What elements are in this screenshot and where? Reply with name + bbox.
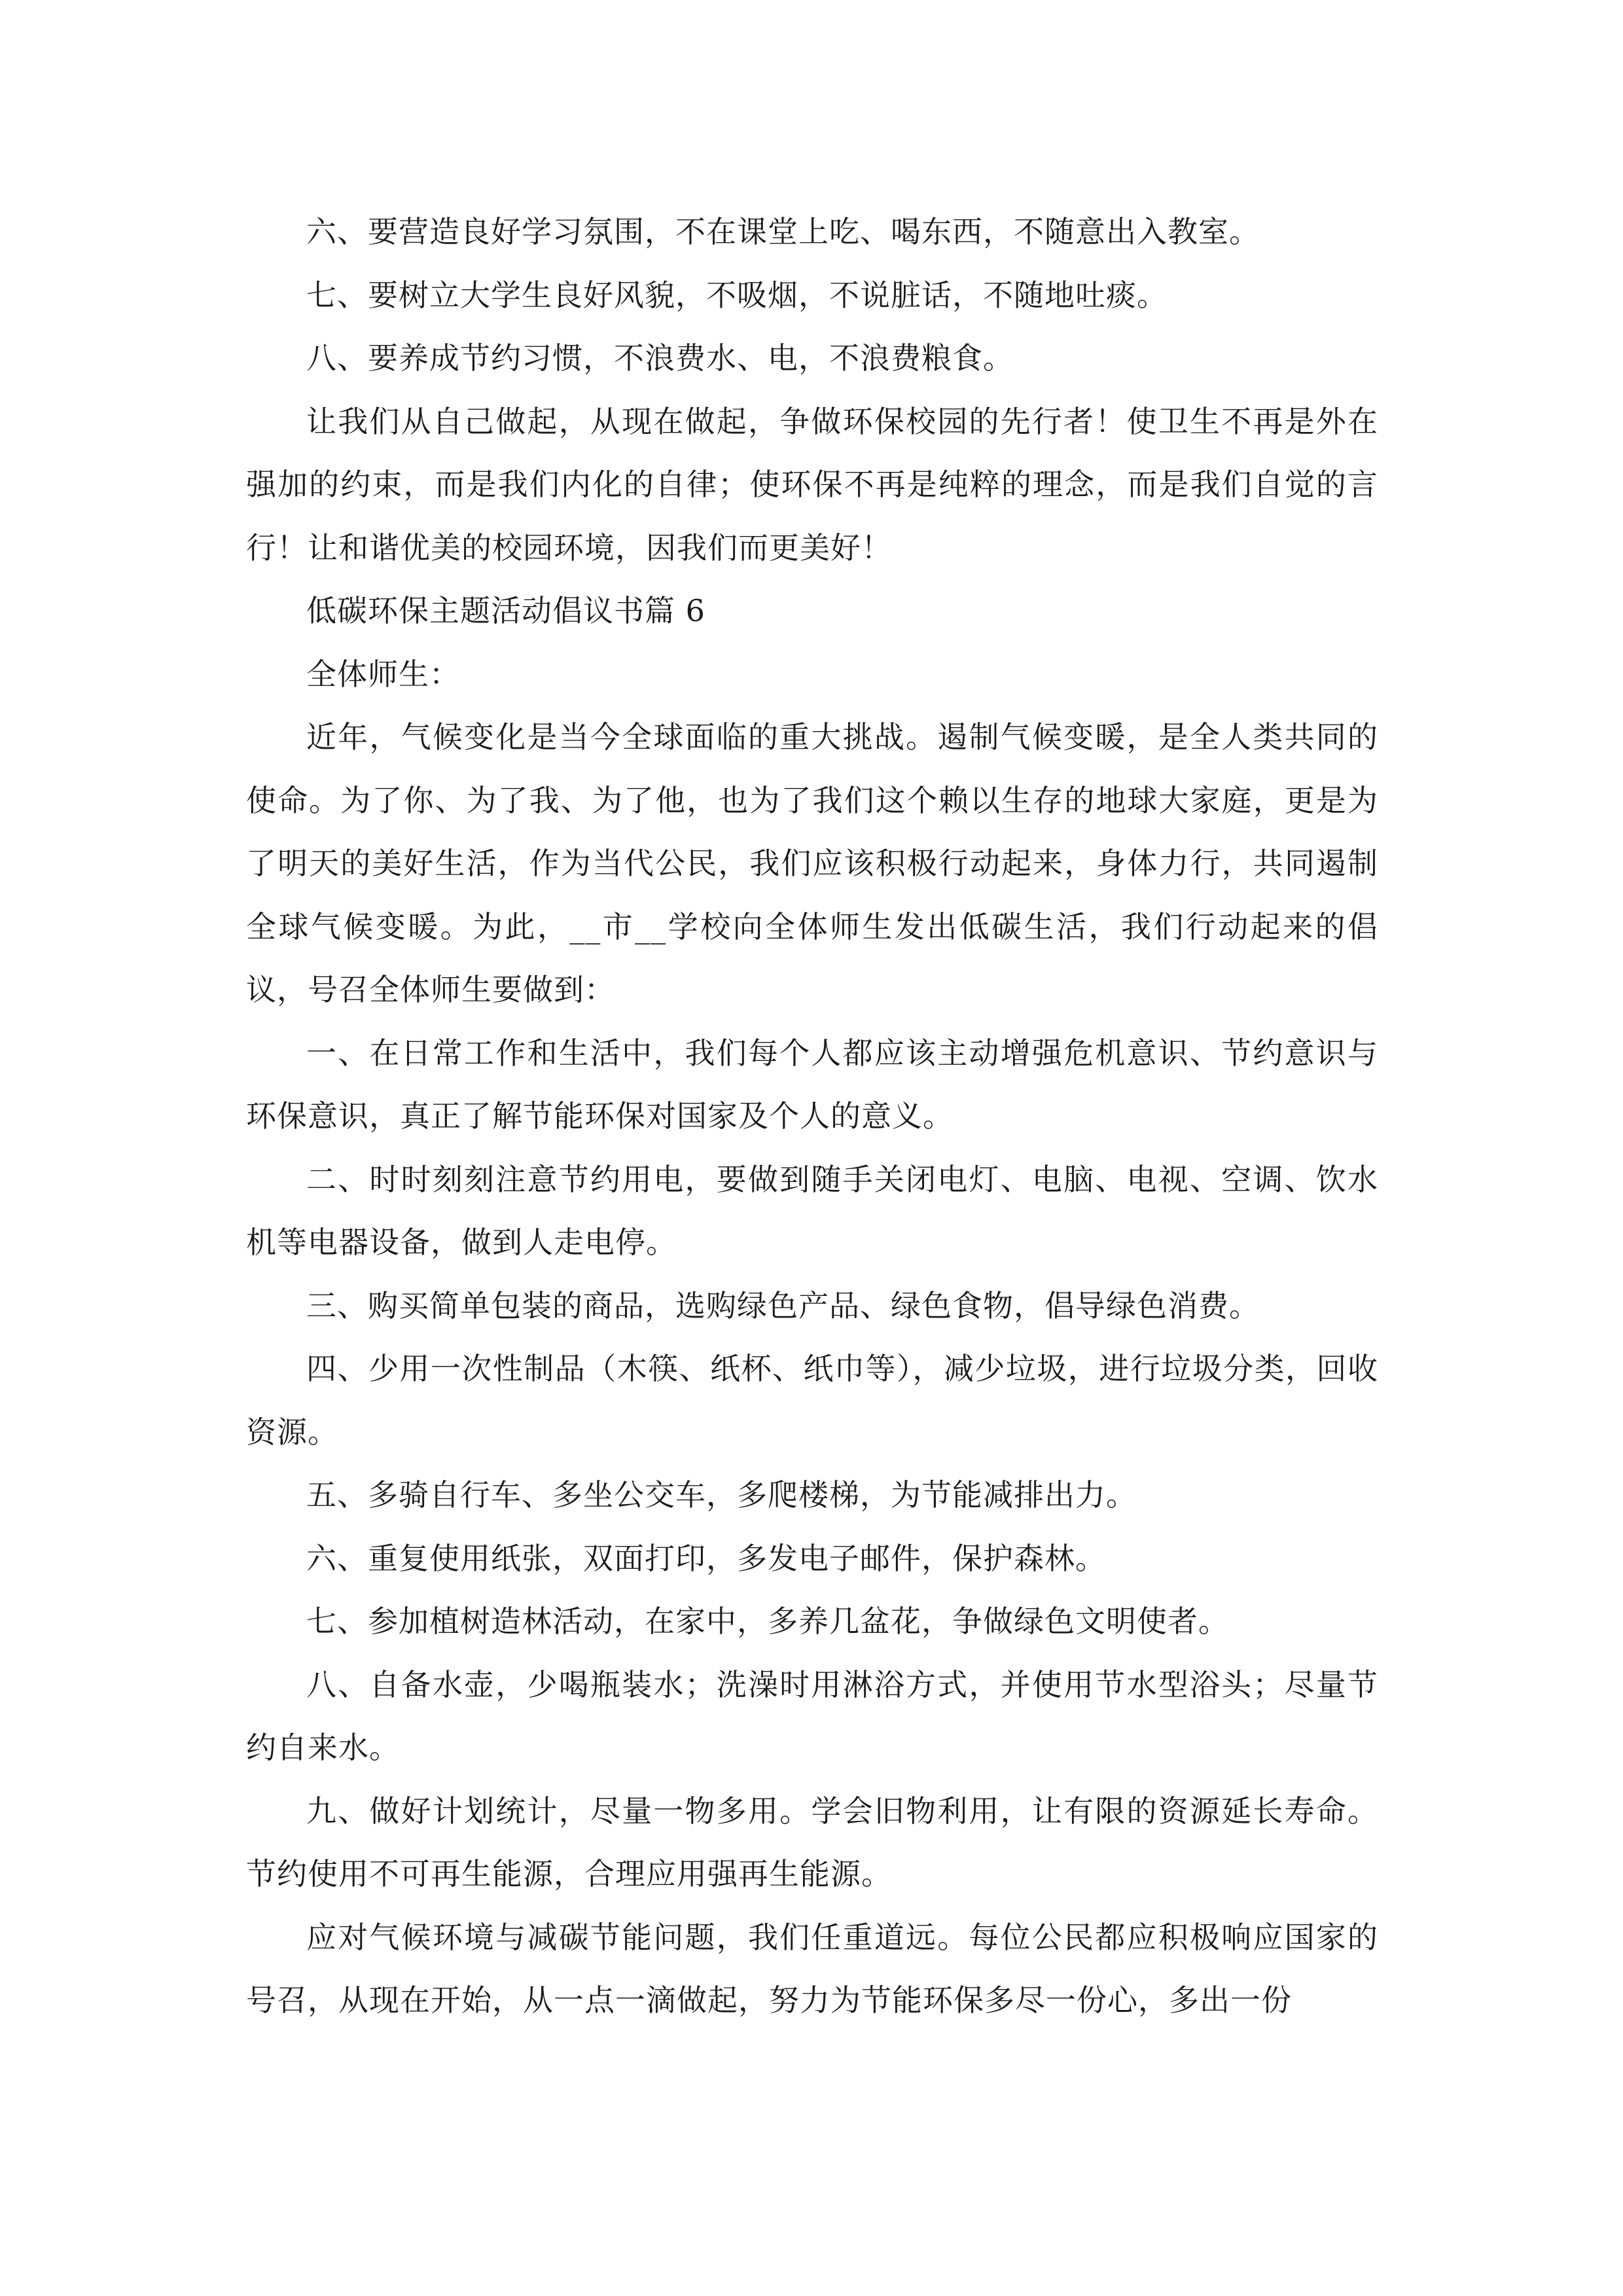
paragraph-closing-appeal: 让我们从自己做起，从现在做起，争做环保校园的先行者！使卫生不再是外在强加的约束，而是我们内化的自律；使环保不再是纯粹的理念，而是我们自觉的言行！让和谐优美的校园环境，因我们而更美好！ <box>246 403 1378 565</box>
paragraph-item-9: 九、做好计划统计，尽量一物多用。学会旧物利用，让有限的资源延长寿命。节约使用不可再生能源，合理应用强再生能源。 <box>246 1793 1378 1892</box>
paragraph-item-2: 二、时时刻刻注意节约用电，要做到随手关闭电灯、电脑、电视、空调、饮水机等电器设备，做到人走电停。 <box>246 1161 1378 1260</box>
salutation: 全体师生： <box>306 656 460 692</box>
paragraph-intro: 近年，气候变化是当今全球面临的重大挑战。遏制气候变暖，是全人类共同的使命。为了你、为了我、为了他，也为了我们这个赖以生存的地球大家庭，更是为了明天的美好生活，作为当代公民，我们应该积极行动起来，身体力行，共同遏制全球气候变暖。为此，__市__学校向全体师生发出低碳生活，我们行动起来的倡议，号召全体师生要做到： <box>246 719 1378 1007</box>
paragraph-item-3: 三、购买简单包装的商品，选购绿色产品、绿色食物，倡导绿色消费。 <box>306 1287 1260 1323</box>
paragraph-rule-6: 六、要营造良好学习氛围，不在课堂上吃、喝东西，不随意出入教室。 <box>306 214 1260 249</box>
paragraph-rule-7: 七、要树立大学生良好风貌，不吸烟，不说脏话，不随地吐痰。 <box>306 277 1168 313</box>
paragraph-conclusion: 应对气候环境与减碳节能问题，我们任重道远。每位公民都应积极响应国家的号召，从现在开始，从一点一滴做起，努力为节能环保多尽一份心，多出一份 <box>246 1919 1378 2018</box>
paragraph-item-1: 一、在日常工作和生活中，我们每个人都应该主动增强危机意识、节约意识与环保意识，真正了解节能环保对国家及个人的意义。 <box>246 1035 1378 1134</box>
paragraph-item-4: 四、少用一次性制品（木筷、纸杯、纸巾等），减少垃圾，进行垃圾分类，回收资源。 <box>246 1351 1378 1450</box>
paragraph-item-5: 五、多骑自行车、多坐公交车，多爬楼梯，为节能减排出力。 <box>306 1477 1137 1513</box>
document-body <box>246 200 1378 2032</box>
section-title: 低碳环保主题活动倡议书篇 6 <box>306 593 705 628</box>
paragraph-item-8: 八、自备水壶，少喝瓶装水；洗澡时用淋浴方式，并使用节水型浴头；尽量节约自来水。 <box>246 1666 1378 1765</box>
paragraph-item-7: 七、参加植树造林活动，在家中，多养几盆花，争做绿色文明使者。 <box>306 1604 1229 1639</box>
paragraph-rule-8: 八、要养成节约习惯，不浪费水、电，不浪费粮食。 <box>306 340 1014 376</box>
paragraph-item-6: 六、重复使用纸张，双面打印，多发电子邮件，保护森林。 <box>306 1540 1106 1576</box>
